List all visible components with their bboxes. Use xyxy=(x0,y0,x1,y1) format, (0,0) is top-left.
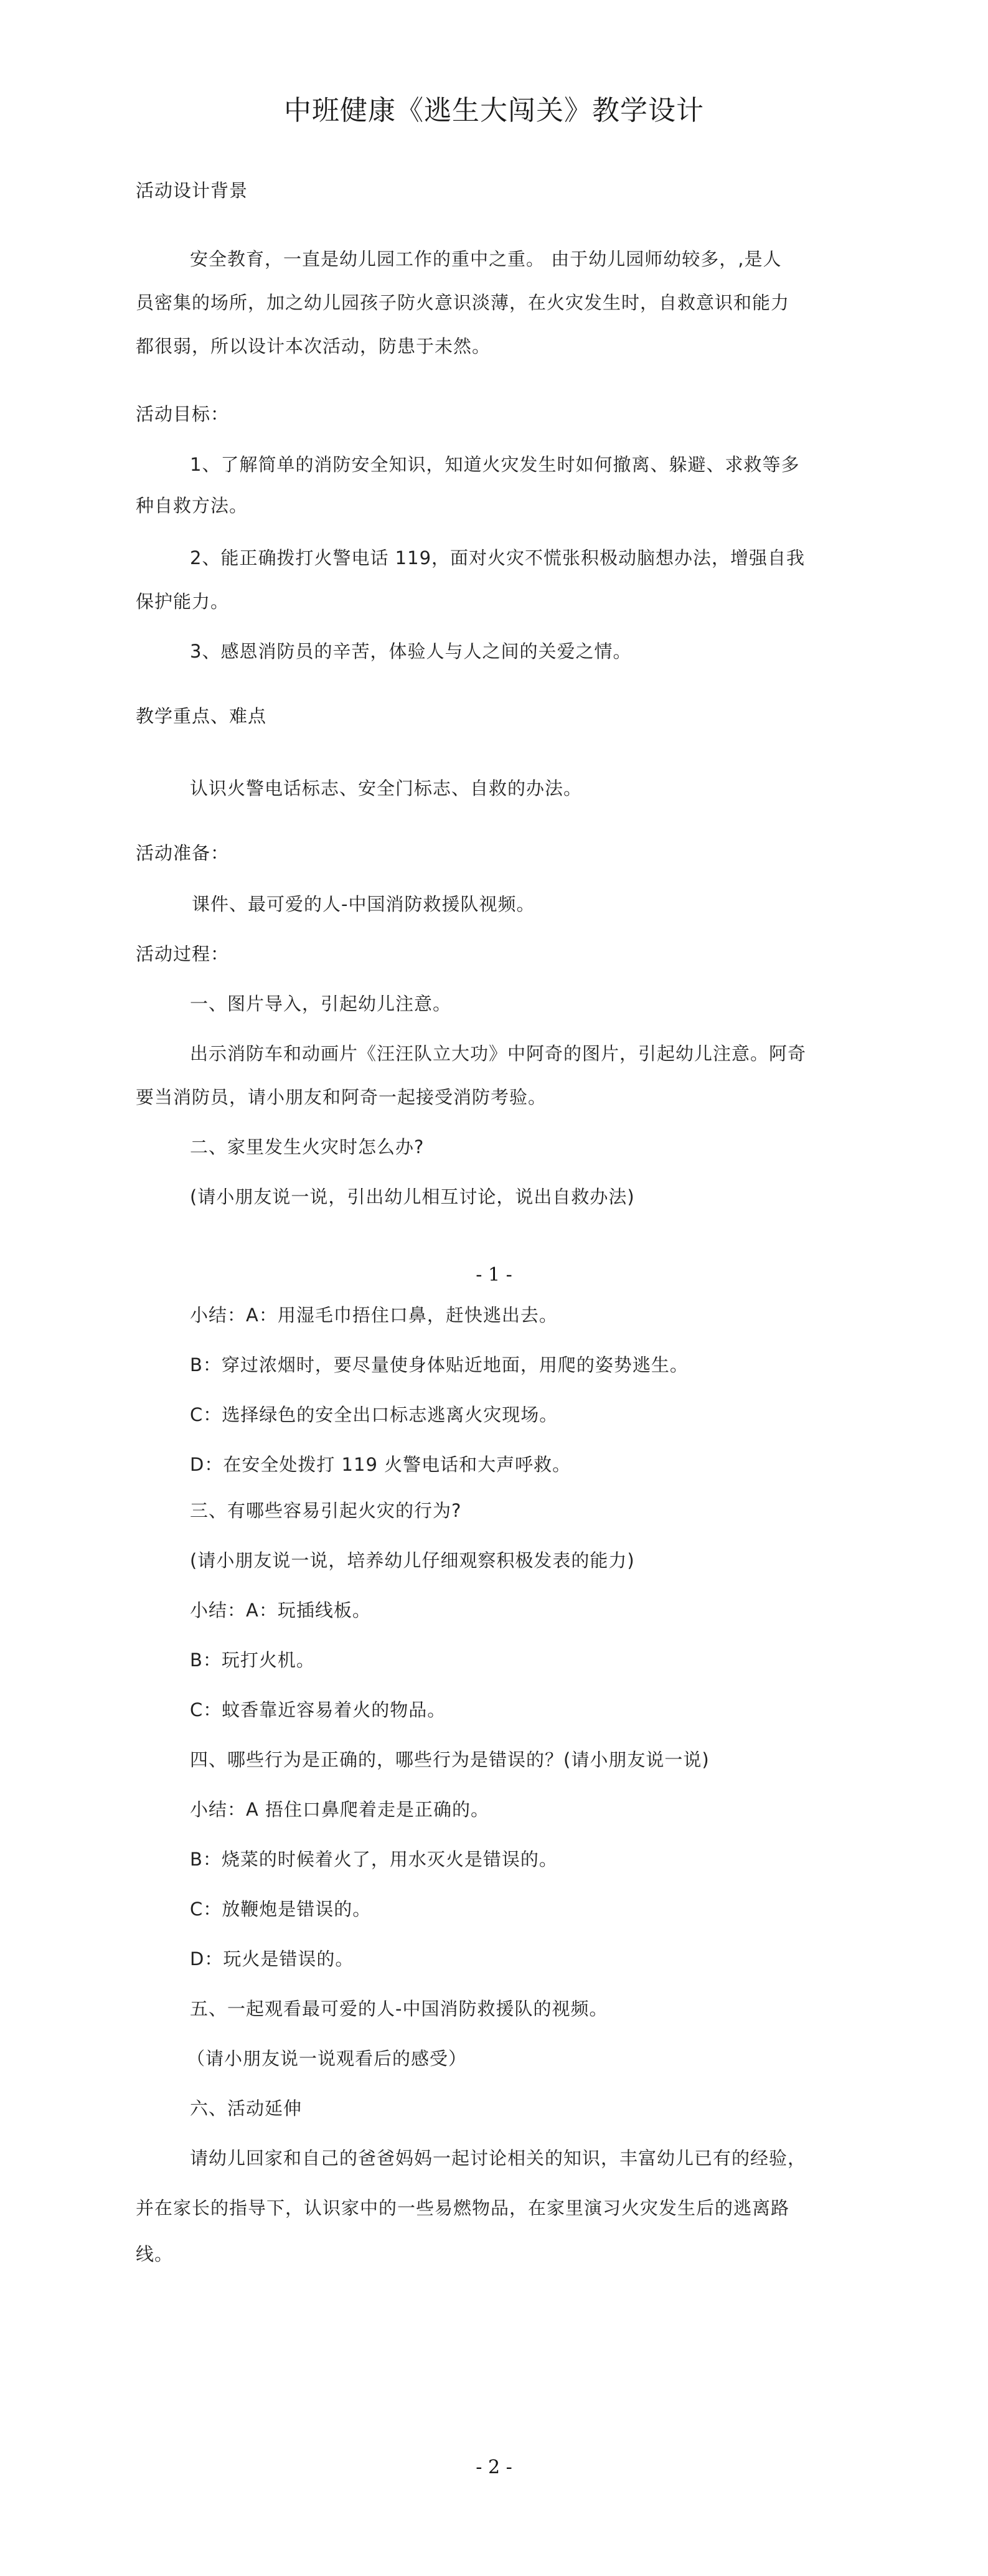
process-line: 线。 xyxy=(136,2243,174,2265)
process-step: 四、哪些行为是正确的，哪些行为是错误的？(请小朋友说一说) xyxy=(190,1749,710,1770)
process-line: (请小朋友说一说，培养幼儿仔细观察积极发表的能力) xyxy=(190,1550,635,1571)
process-line: 请幼儿回家和自己的爸爸妈妈一起讨论相关的知识，丰富幼儿已有的经验， xyxy=(190,2148,807,2169)
goal-item-cont: 保护能力。 xyxy=(136,591,230,612)
goal-item: 2、能正确拨打火警电话 119，面对火灾不慌张积极动脑想办法，增强自我 xyxy=(190,547,806,569)
paragraph-line: 安全教育，一直是幼儿园工作的重中之重。 由于幼儿园师幼较多，,是人 xyxy=(190,248,782,270)
paragraph-line: 都很弱，所以设计本次活动，防患于未然。 xyxy=(136,336,491,357)
process-line: 出示消防车和动画片《汪汪队立大功》中阿奇的图片，引起幼儿注意。阿奇 xyxy=(190,1043,807,1064)
summary-line: B：玩打火机。 xyxy=(190,1649,315,1671)
summary-line: 小结：A 捂住口鼻爬着走是正确的。 xyxy=(190,1799,490,1820)
summary-line: 小结：A：玩插线板。 xyxy=(190,1600,371,1621)
summary-line: D：玩火是错误的。 xyxy=(190,1948,354,1970)
process-step: 六、活动延伸 xyxy=(190,2098,303,2119)
page-number: - 2 - xyxy=(476,2456,512,2478)
section-heading-key-points: 教学重点、难点 xyxy=(136,705,267,727)
goal-item: 3、感恩消防员的辛苦，体验人与人之间的关爱之情。 xyxy=(190,641,632,662)
process-step: 二、家里发生火灾时怎么办? xyxy=(190,1136,425,1158)
process-step: 五、一起观看最可爱的人-中国消防救援队的视频。 xyxy=(190,1998,608,2019)
process-line: （请小朋友说一说观看后的感受） xyxy=(187,2048,468,2069)
process-line: (请小朋友说一说，引出幼儿相互讨论，说出自救办法) xyxy=(190,1186,635,1207)
summary-line: D：在安全处拨打 119 火警电话和大声呼救。 xyxy=(190,1454,572,1475)
section-heading-process: 活动过程： xyxy=(136,943,230,965)
preparation-content: 课件、最可爱的人-中国消防救援队视频。 xyxy=(192,894,535,915)
summary-line: 小结：A：用湿毛巾捂住口鼻，赶快逃出去。 xyxy=(190,1305,558,1326)
key-points-content: 认识火警电话标志、安全门标志、自救的办法。 xyxy=(190,778,583,799)
process-line: 并在家长的指导下，认识家中的一些易燃物品，在家里演习火灾发生后的逃离路 xyxy=(136,2197,790,2219)
summary-line: B：烧菜的时候着火了，用水灭火是错误的。 xyxy=(190,1849,558,1870)
summary-line: B：穿过浓烟时，要尽量使身体贴近地面，用爬的姿势逃生。 xyxy=(190,1354,689,1375)
section-heading-background: 活动设计背景 xyxy=(136,180,248,201)
summary-line: C：蚊香靠近容易着火的物品。 xyxy=(190,1699,446,1720)
process-line: 要当消防员，请小朋友和阿奇一起接受消防考验。 xyxy=(136,1087,547,1108)
process-step: 三、有哪些容易引起火灾的行为? xyxy=(190,1500,462,1521)
goal-item-cont: 种自救方法。 xyxy=(136,495,248,516)
goal-item: 1、了解简单的消防安全知识，知道火灾发生时如何撤离、躲避、求救等多 xyxy=(190,454,800,475)
section-heading-preparation: 活动准备： xyxy=(136,842,230,864)
paragraph-line: 员密集的场所，加之幼儿园孩子防火意识淡薄，在火灾发生时，自救意识和能力 xyxy=(136,292,790,313)
document-title: 中班健康《逃生大闯关》教学设计 xyxy=(284,95,704,126)
page-number: - 1 - xyxy=(476,1264,512,1286)
process-step: 一、图片导入，引起幼儿注意。 xyxy=(190,993,452,1014)
summary-line: C：选择绿色的安全出口标志逃离火灾现场。 xyxy=(190,1404,558,1425)
section-heading-goals: 活动目标： xyxy=(136,403,230,425)
summary-line: C：放鞭炮是错误的。 xyxy=(190,1899,372,1920)
